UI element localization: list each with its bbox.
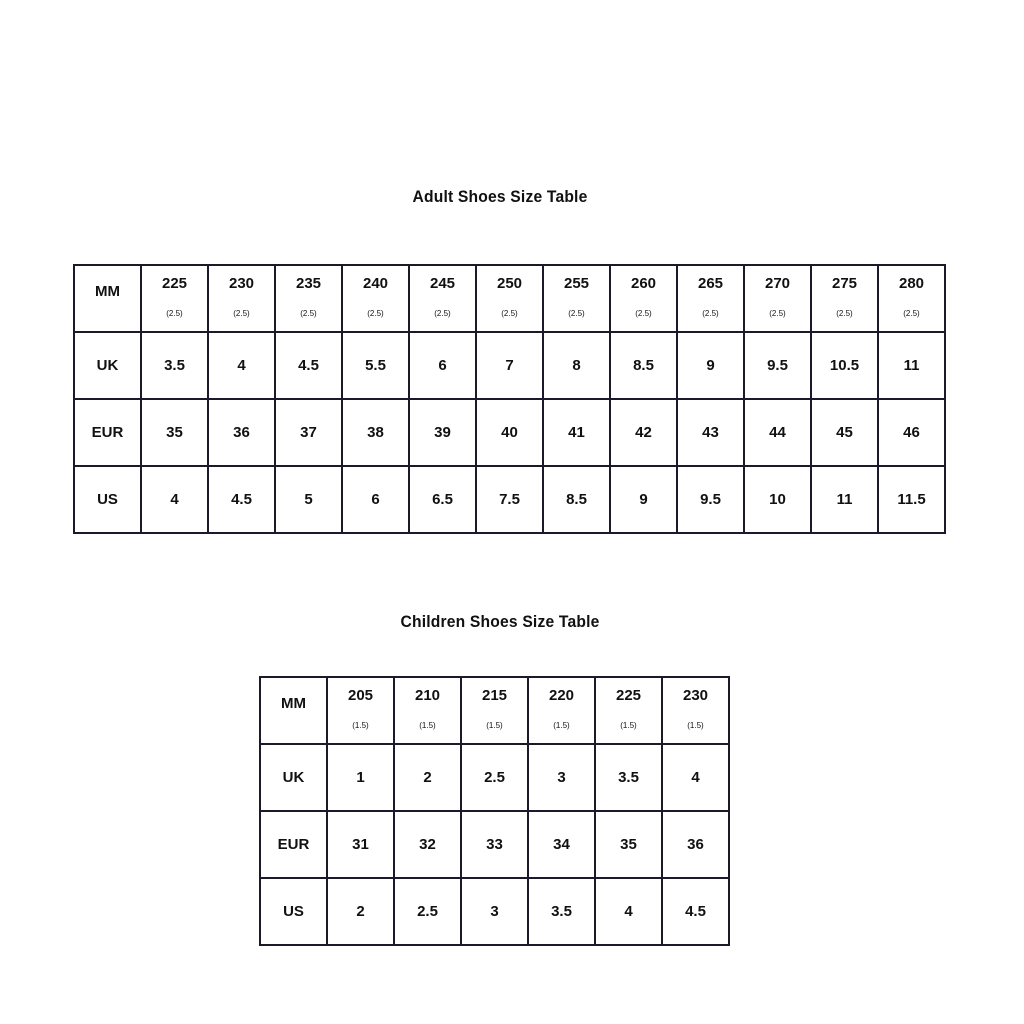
children-mm-step: (1.5) [419, 721, 436, 730]
children-mm-cell [327, 677, 394, 744]
adult-uk-cell: 11 [878, 332, 945, 399]
adult-mm-value: 270 [764, 275, 791, 292]
adult-mm-cell [275, 265, 342, 332]
children-eur-cell: 35 [595, 811, 662, 878]
children-row-eur [260, 811, 729, 878]
adult-eur-cell: 39 [409, 399, 476, 466]
adult-mm-cell [208, 265, 275, 332]
adult-us-cell: 4 [141, 466, 208, 533]
adult-mm-step: (2.5) [836, 309, 853, 318]
adult-row-label-uk: UK [74, 332, 141, 399]
adult-us-cell: 9.5 [677, 466, 744, 533]
children-eur-cell: 36 [662, 811, 729, 878]
children-row-label-eur: EUR [260, 811, 327, 878]
adult-us-cell: 10 [744, 466, 811, 533]
children-mm-value: 215 [481, 687, 508, 704]
children-row-mm [260, 677, 729, 744]
children-mm-value: 210 [414, 687, 441, 704]
adult-us-cell: 11 [811, 466, 878, 533]
adult-uk-cell: 9 [677, 332, 744, 399]
children-row-us [260, 878, 729, 945]
adult-uk-cell: 9.5 [744, 332, 811, 399]
children-mm-value: 220 [548, 687, 575, 704]
adult-eur-cell: 43 [677, 399, 744, 466]
children-eur-cell: 32 [394, 811, 461, 878]
adult-mm-cell [610, 265, 677, 332]
children-mm-step: (1.5) [352, 721, 369, 730]
adult-uk-cell: 8.5 [610, 332, 677, 399]
adult-row-eur [74, 399, 945, 466]
adult-eur-cell: 37 [275, 399, 342, 466]
adult-mm-value: 240 [362, 275, 389, 292]
adult-mm-step: (2.5) [501, 309, 518, 318]
adult-mm-cell [543, 265, 610, 332]
children-mm-cell [528, 677, 595, 744]
children-us-cell: 4 [595, 878, 662, 945]
children-mm-step: (1.5) [486, 721, 503, 730]
adult-mm-value: 265 [697, 275, 724, 292]
adult-uk-cell: 10.5 [811, 332, 878, 399]
children-row-uk [260, 744, 729, 811]
children-uk-cell: 3 [528, 744, 595, 811]
adult-mm-value: 235 [295, 275, 322, 292]
children-uk-cell: 2 [394, 744, 461, 811]
adult-row-label-us: US [74, 466, 141, 533]
adult-row-us [74, 466, 945, 533]
adult-eur-cell: 35 [141, 399, 208, 466]
adult-mm-value: 255 [563, 275, 590, 292]
adult-uk-cell: 8 [543, 332, 610, 399]
children-table-title: Children Shoes Size Table [400, 612, 600, 631]
adult-mm-value: 225 [161, 275, 188, 292]
adult-mm-step: (2.5) [702, 309, 719, 318]
adult-mm-step: (2.5) [300, 309, 317, 318]
adult-us-cell: 5 [275, 466, 342, 533]
children-mm-cell [595, 677, 662, 744]
adult-uk-cell: 4 [208, 332, 275, 399]
adult-mm-cell [677, 265, 744, 332]
adult-mm-cell [141, 265, 208, 332]
children-mm-cell [461, 677, 528, 744]
adult-mm-value: 275 [831, 275, 858, 292]
children-eur-cell: 33 [461, 811, 528, 878]
children-mm-value: 205 [347, 687, 374, 704]
adult-eur-cell: 41 [543, 399, 610, 466]
adult-mm-value: 280 [898, 275, 925, 292]
adult-mm-step: (2.5) [635, 309, 652, 318]
adult-us-cell: 6 [342, 466, 409, 533]
adult-row-label-eur: EUR [74, 399, 141, 466]
adult-eur-cell: 44 [744, 399, 811, 466]
adult-mm-step: (2.5) [434, 309, 451, 318]
adult-uk-cell: 6 [409, 332, 476, 399]
adult-mm-step: (2.5) [568, 309, 585, 318]
adult-us-cell: 4.5 [208, 466, 275, 533]
adult-eur-cell: 36 [208, 399, 275, 466]
adult-uk-cell: 4.5 [275, 332, 342, 399]
adult-mm-cell [409, 265, 476, 332]
children-us-cell: 3.5 [528, 878, 595, 945]
adult-table-title: Adult Shoes Size Table [412, 187, 588, 206]
adult-us-cell: 11.5 [878, 466, 945, 533]
children-mm-cell [662, 677, 729, 744]
adult-mm-cell [744, 265, 811, 332]
adult-uk-cell: 3.5 [141, 332, 208, 399]
children-row-label-us: US [260, 878, 327, 945]
adult-mm-cell [878, 265, 945, 332]
adult-us-cell: 6.5 [409, 466, 476, 533]
adult-us-cell: 9 [610, 466, 677, 533]
adult-eur-cell: 45 [811, 399, 878, 466]
adult-mm-value: 250 [496, 275, 523, 292]
children-uk-cell: 1 [327, 744, 394, 811]
children-eur-cell: 34 [528, 811, 595, 878]
children-us-cell: 2 [327, 878, 394, 945]
children-uk-cell: 4 [662, 744, 729, 811]
adult-mm-step: (2.5) [769, 309, 786, 318]
children-mm-step: (1.5) [553, 721, 570, 730]
adult-size-table [73, 264, 946, 534]
children-uk-cell: 2.5 [461, 744, 528, 811]
children-size-table [259, 676, 730, 946]
adult-mm-cell [476, 265, 543, 332]
adult-row-uk [74, 332, 945, 399]
children-row-label-mm: MM [260, 677, 327, 744]
adult-mm-step: (2.5) [166, 309, 183, 318]
adult-eur-cell: 38 [342, 399, 409, 466]
children-us-cell: 3 [461, 878, 528, 945]
children-mm-value: 225 [615, 687, 642, 704]
children-row-label-uk: UK [260, 744, 327, 811]
children-eur-cell: 31 [327, 811, 394, 878]
adult-uk-cell: 5.5 [342, 332, 409, 399]
adult-us-cell: 8.5 [543, 466, 610, 533]
adult-eur-cell: 42 [610, 399, 677, 466]
children-mm-value: 230 [682, 687, 709, 704]
adult-mm-value: 260 [630, 275, 657, 292]
adult-eur-cell: 40 [476, 399, 543, 466]
children-us-cell: 2.5 [394, 878, 461, 945]
adult-row-mm [74, 265, 945, 332]
children-us-cell: 4.5 [662, 878, 729, 945]
children-mm-step: (1.5) [687, 721, 704, 730]
adult-mm-cell [811, 265, 878, 332]
adult-mm-step: (2.5) [233, 309, 250, 318]
adult-eur-cell: 46 [878, 399, 945, 466]
children-mm-step: (1.5) [620, 721, 637, 730]
adult-uk-cell: 7 [476, 332, 543, 399]
adult-mm-step: (2.5) [903, 309, 920, 318]
children-uk-cell: 3.5 [595, 744, 662, 811]
adult-row-label-mm: MM [74, 265, 141, 332]
adult-mm-cell [342, 265, 409, 332]
adult-mm-value: 230 [228, 275, 255, 292]
children-mm-cell [394, 677, 461, 744]
adult-mm-value: 245 [429, 275, 456, 292]
adult-us-cell: 7.5 [476, 466, 543, 533]
adult-mm-step: (2.5) [367, 309, 384, 318]
